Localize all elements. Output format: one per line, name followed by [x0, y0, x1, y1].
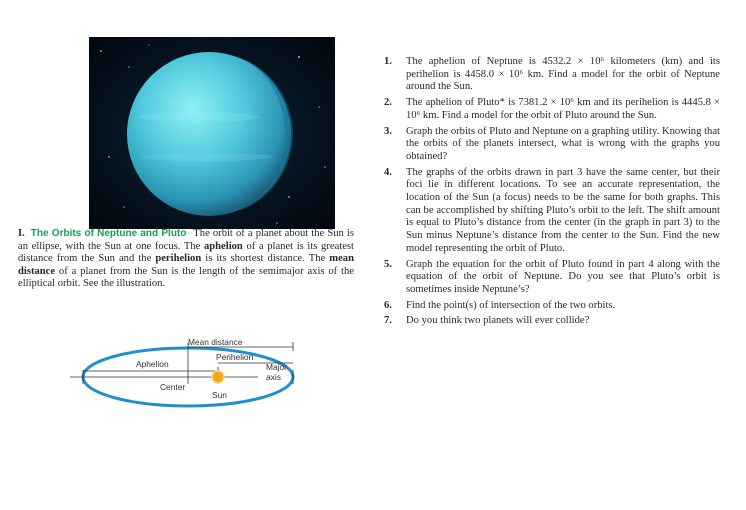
intro-text: of a planet is its greatest distance from the Sun and the	[18, 240, 354, 265]
neptune-photo	[89, 37, 335, 229]
project-number: I.	[18, 228, 25, 239]
question-item: 7. Do you think two planets will ever collide?	[384, 315, 590, 327]
question-item: 5. Graph the equation for the orbit of Pluto found in part 4 along with the equation of the orbit of Neptune. Do you see that Pluto’s orbit is sometimes inside Neptune’s?	[384, 258, 720, 295]
intro-text: of a planet from the Sun is the length of the semimajor axis of the elliptical orbit. See the illustration.	[18, 265, 354, 290]
intro-text: The orbit of a planet about the Sun is an ellipse, with the Sun at one focus. The	[18, 228, 355, 252]
term-aphelion: aphelion	[203, 240, 243, 252]
term-mean-distance: mean distance	[18, 253, 354, 277]
question-item: 4. The graphs of the orbits drawn in part 3 have the same center, but their foci lie in different locations. To see an accurate representation, the location of the Sun (a focus) needs to be the same for both graphs. This can be accomplished by shifting Pluto’s orbit to the left. The shift amount is equal to Pluto’s distance from the center (in the graph in part 3) to the Sun minus Neptune’s distance from the center to the Sun. Find the new model representing the orbit of Pluto.	[384, 166, 720, 254]
label-perihelion: Perihelion	[216, 352, 254, 362]
label-aphelion: Aphelion	[136, 359, 169, 369]
project-title: The Orbits of Neptune and Pluto	[30, 228, 187, 239]
question-item: 1. The aphelion of Neptune is 4532.2 × 10⁶ kilometers (km) and its perihelion is 4458.0 × 10⁶ km. Find a model for the orbit of Neptune around the Sun.	[384, 56, 720, 93]
term-perihelion: perihelion	[155, 253, 202, 265]
label-sun: Sun	[212, 390, 227, 400]
question-item: 2. The aphelion of Pluto* is 7381.2 × 10⁶ km and its perihelion is 4445.8 × 10⁶ km. Find a model for the orbit of Pluto around the Sun.	[384, 97, 720, 121]
label-mean-distance: Mean distance	[188, 337, 243, 347]
question-item: 3. Graph the orbits of Pluto and Neptune on a graphing utility. Knowing that the orbits of the planets intersect, what is wrong with the graphs you obtained?	[384, 125, 720, 162]
neptune-image	[89, 37, 335, 229]
intro-text: is its shortest distance. The	[201, 253, 330, 265]
question-list	[384, 56, 720, 331]
label-center: Center	[160, 382, 186, 392]
project-intro	[18, 228, 354, 291]
label-major: Major	[266, 362, 287, 372]
label-axis: axis	[266, 372, 281, 382]
orbit-diagram	[66, 330, 312, 424]
question-item: 6. Find the point(s) of intersection of the two orbits.	[384, 299, 616, 311]
sun-icon	[212, 371, 224, 383]
